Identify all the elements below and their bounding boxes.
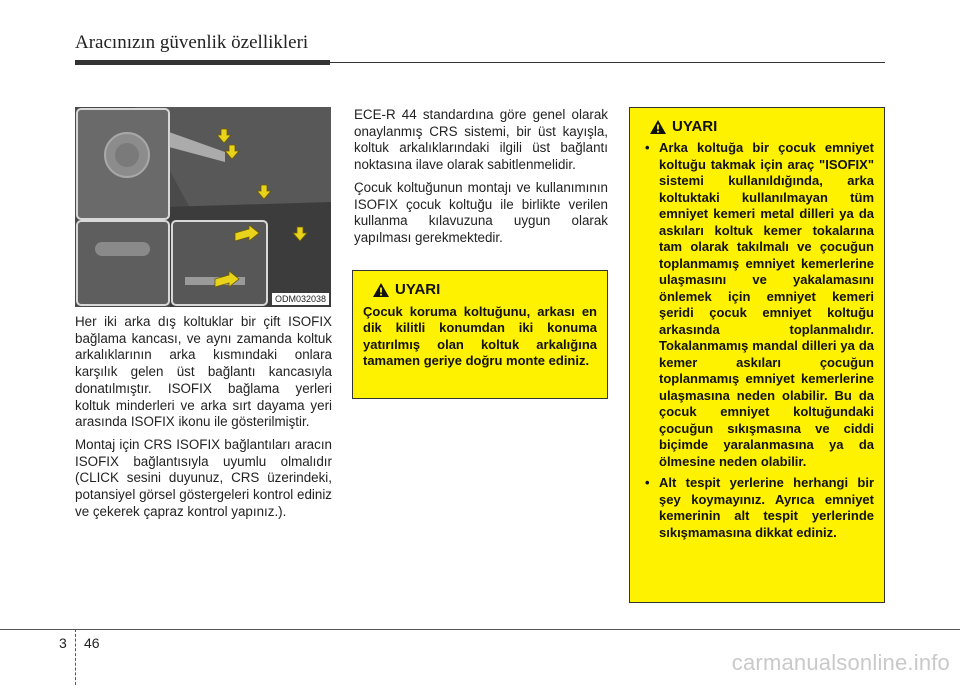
warning-list-item: • Alt tespit yerlerine herhangi bir şey koymayınız. Ayrıca emniyet kemerinin alt tespit yerlerinde sıkışmamasına dikkat ediniz. (640, 475, 874, 541)
seat-illustration (75, 107, 331, 307)
footer-divider (75, 629, 77, 685)
warning-list-item: • Arka koltuğa bir çocuk emniyet koltuğu takmak için araç "ISOFIX" sistemi kullanıldığında, arka koltuktaki kullanılmayan tüm emniyet kemeri metal dilleri ya da askıları koltuk kemer tokalarına tam olarak takılmalı ve çocuğun toplanmamış emniyet kemerlerine ulaşmasını ve yakalamasını önlemek için emniyet kemeri şeridi çocuk emniyet koltuğu arkasında toplanmalıdır. Tokalanmamış mandal dilleri ya da kemer askıları çocuğun toplanmamış emniyet kemerlerine ulaşmasına neden olabilir. Bu da çocuk emniyet koltuğundaki çocuğun sıkışmasına ve ciddi biçimde yaralanmasına ya da ölmesine neden olabilir. (640, 140, 874, 470)
footer-rule (0, 629, 960, 630)
body-column-middle (354, 107, 608, 253)
body-column-left (75, 314, 332, 526)
paragraph: Her iki arka dış koltuklar bir çift ISOFIX bağlama kancası, ve aynı zamanda koltuk arkalıklarının arka kısmındaki onlara karşılık gelen üst bağlantı kancasıyla donatılmıştır. ISOFIX bağlama yerleri koltuk minderleri ve arka sırt dayama yeri arasında ISOFIX ikonu ile gösterilmiştir. (75, 314, 332, 430)
warning-triangle-icon (650, 120, 666, 134)
warning-text: Çocuk koruma koltuğunu, arkası en dik kilitli konumdan iki konuma yatırılmış olan koltuk arkalığına tamamen geriye doğru monte ediniz. (363, 304, 597, 369)
warning-title: UYARI (395, 281, 441, 298)
paragraph: ECE-R 44 standardına göre genel olarak onaylanmış CRS sistemi, bir üst kayışla, koltuk arkalıklarındaki ilgili üst bağlantı noktasına ilave olarak sabitlenmelidir. (354, 107, 608, 173)
section-title: Aracınızın güvenlik özellikleri (75, 32, 309, 53)
header-rule-thick (75, 60, 330, 65)
warning-box-small (352, 270, 608, 399)
page-number: 46 (84, 635, 100, 651)
warning-box-large (629, 107, 885, 603)
photo-code: ODM032038 (272, 293, 329, 305)
warning-heading (650, 118, 874, 135)
warning-title: UYARI (672, 118, 718, 135)
paragraph: Çocuk koltuğunun montajı ve kullanımının ISOFIX çocuk koltuğu ile birlikte verilen kullanma kılavuzuna uygun olarak yapılması gerekmektedir. (354, 179, 608, 245)
warning-triangle-icon (373, 283, 389, 297)
chapter-number: 3 (59, 635, 67, 651)
warning-list (640, 140, 874, 541)
paragraph: Montaj için CRS ISOFIX bağlantıları aracın ISOFIX bağlantısıyla uyumlu olmalıdır (CLICK sesini duyunuz, CRS üzerindeki, potansiyel görsel göstergeleri kontrol ediniz ve çekerek çapraz kontrol yapınız.). (75, 436, 332, 519)
header-rule-thin (330, 62, 885, 63)
isofix-seat-photo (75, 107, 331, 307)
warning-heading (373, 281, 597, 298)
watermark: carmanualsonline.info (731, 650, 950, 675)
